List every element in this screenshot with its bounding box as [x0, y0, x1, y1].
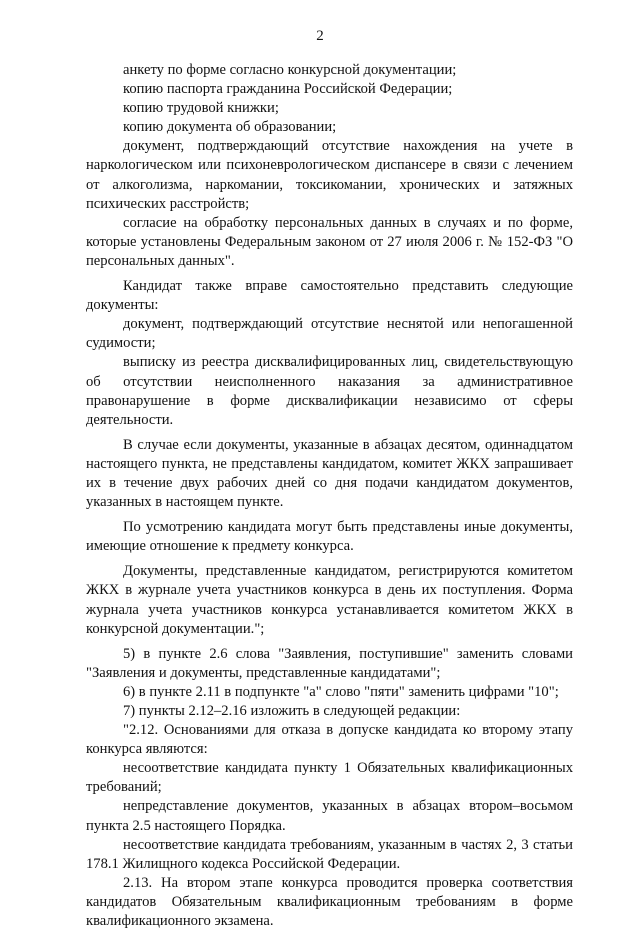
paragraph: По усмотрению кандидата могут быть представлены иные документы, имеющие отношение к предмету конкурса.	[86, 519, 573, 555]
page-number: 2	[316, 28, 324, 44]
paragraph: 5) в пункте 2.6 слова "Заявления, поступившие" заменить словами "Заявления и документы, представленные кандидатами";	[86, 645, 573, 681]
document-body	[86, 61, 573, 931]
paragraph: Кандидат также вправе самостоятельно представить следующие документы:	[86, 278, 573, 314]
paragraph: несоответствие кандидата пункту 1 Обязательных квалификационных требований;	[86, 760, 573, 796]
paragraph: непредставление документов, указанных в абзацах втором–восьмом пункта 2.5 настоящего Порядка.	[86, 798, 573, 834]
paragraph: копию трудовой книжки;	[123, 100, 279, 117]
paragraph: документ, подтверждающий отсутствие нахождения на учете в наркологическом или психоневрологическом диспансере в связи с лечением от алкоголизма, наркомании, токсикомании, хронических и затяжных психических расстройств;	[86, 138, 573, 212]
paragraph: документ, подтверждающий отсутствие неснятой или непогашенной судимости;	[86, 316, 573, 352]
paragraph: В случае если документы, указанные в абзацах десятом, одиннадцатом настоящего пункта, не представлены кандидатом, комитет ЖКХ запрашивает их в течение двух рабочих дней со дня подачи кандидатом документов, указанных в настоящем пункте.	[86, 436, 573, 511]
paragraph: 6) в пункте 2.11 в подпункте "а" слово "пяти" заменить цифрами "10";	[123, 683, 559, 700]
paragraph: согласие на обработку персональных данных в случаях и по форме, которые установлены Федеральным законом от 27 июля 2006 г. № 152-ФЗ "О персональных данных".	[86, 214, 573, 269]
paragraph: Документы, представленные кандидатом, регистрируются комитетом ЖКХ в журнале учета участников конкурса в день их поступления. Форма журнала учета участников конкурса устанавливается комитетом ЖКХ в конкурсной документации.";	[86, 563, 573, 637]
paragraph: несоответствие кандидата требованиям, указанным в частях 2, 3 статьи 178.1 Жилищного кодекса Российской Федерации.	[86, 836, 573, 872]
paragraph: выписку из реестра дисквалифицированных лиц, свидетельствующую об отсутствии неисполненного наказания за административное правонарушение в форме дисквалификации независимо от сферы деятельности.	[86, 354, 573, 428]
paragraph: "2.12. Основаниями для отказа в допуске кандидата ко второму этапу конкурса являются:	[86, 722, 573, 758]
paragraph: анкету по форме согласно конкурсной документации;	[123, 62, 457, 78]
paragraph: копию паспорта гражданина Российской Федерации;	[123, 81, 453, 98]
paragraph: 2.13. На втором этапе конкурса проводится проверка соответствия кандидатов Обязательным квалификационным требованиям в форме квалификационного экзамена.	[86, 874, 573, 930]
paragraph: копию документа об образовании;	[123, 119, 337, 136]
paragraph: 7) пункты 2.12–2.16 изложить в следующей редакции:	[123, 703, 461, 719]
